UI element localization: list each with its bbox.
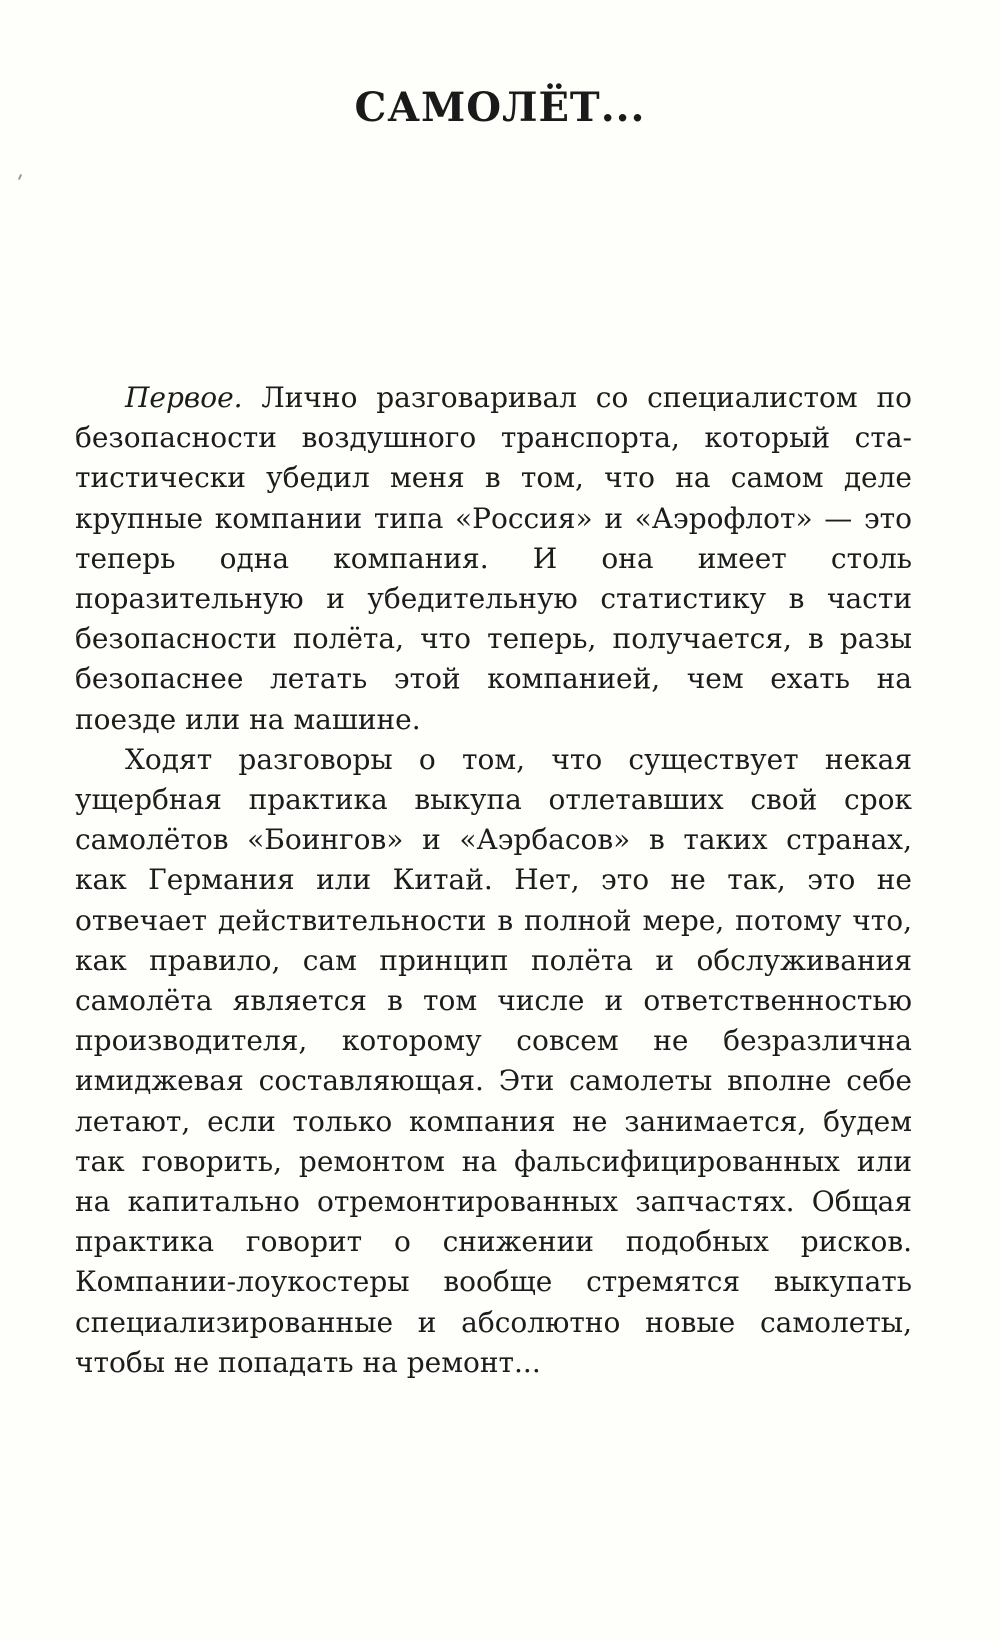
paragraph-lead-word: Первое.: [125, 381, 243, 414]
paragraph-2: [75, 740, 912, 1383]
print-speck: [18, 174, 22, 180]
chapter-title: САМОЛЁТ...: [354, 84, 646, 131]
paragraph-2-text: Ходят разговоры о том, что существует некая ущербная практика выкупа отлетавших свой срок самолётов «Боингов» и «Аэрбасов» в таких странах, как Германия или Китай. Нет, это не так, это не отвечает действительности в полной мере, потому что, как правило, сам принцип полёта и обслуживания самолёта является в том числе и ответственностью производителя, которому совсем не безразлична имиджевая составляющая. Эти самолеты вполне себе летают, если только компания не занимается, будем так говорить, ремонтом на фальсифицированных или на капитально отремонтированных запчастях. Общая практика говорит о снижении подобных рисков. Компании-лоукостеры вообще стремятся выкупать специализированные и абсолютно новые самолеты, чтобы не попадать на ремонт...: [75, 742, 912, 1379]
paragraph-1-text: Лично разговаривал со специалистом по безопасности воздушного транспорта, который статистически убедил меня в том, что на самом деле крупные компании типа «Россия» и «Аэрофлот» — это теперь одна компания. И она имеет столь поразительную и убедительную статистику в части безопасности полёта, что теперь, получается, в разы безопаснее летать этой компанией, чем ехать на поезде или на машине.: [75, 381, 912, 736]
paragraph-1: [75, 378, 912, 740]
body-text: [75, 378, 912, 1383]
